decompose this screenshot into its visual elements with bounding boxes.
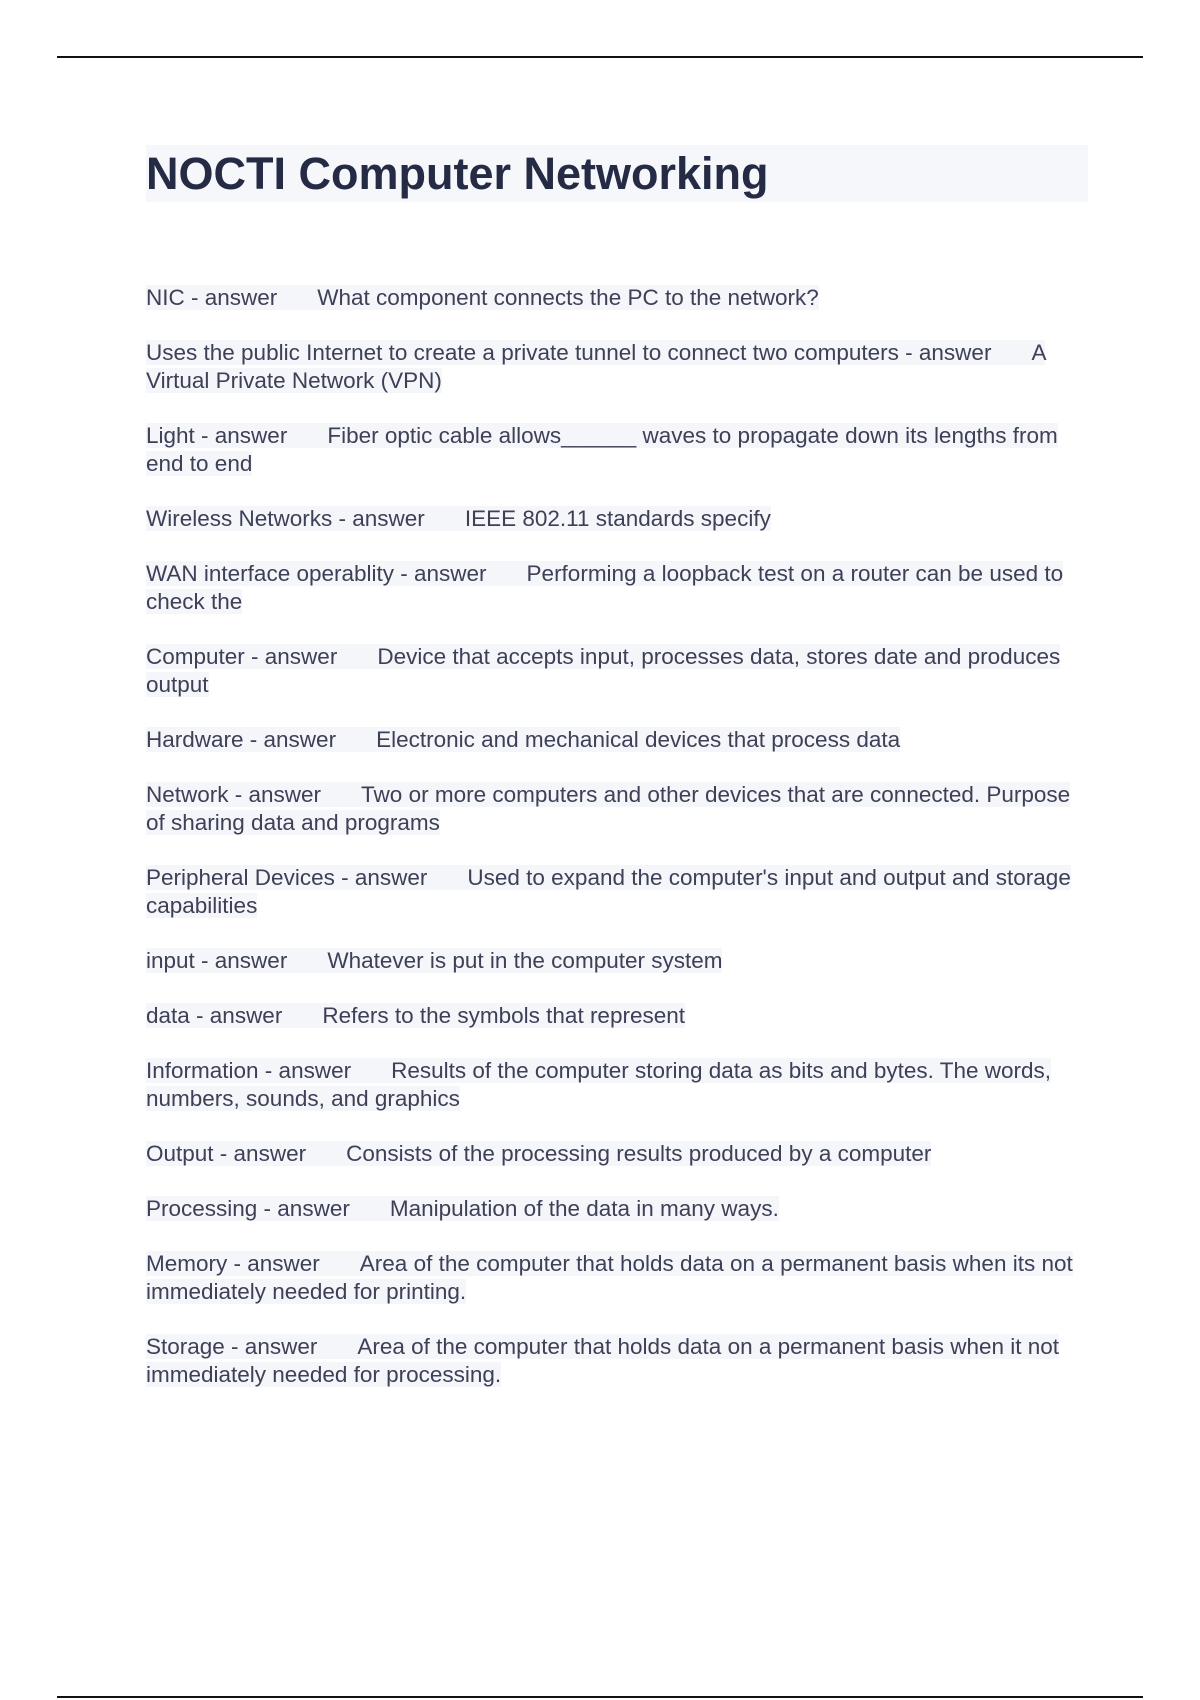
qa-entry: [146, 947, 1088, 975]
footer-rule: [57, 1696, 1143, 1698]
qa-entry: [146, 643, 1088, 699]
qa-definition: Whatever is put in the computer system: [327, 948, 723, 973]
qa-definition: Area of the computer that holds data on a permanent basis when its not immediately needed for printing.: [146, 1251, 1073, 1304]
qa-definition: Device that accepts input, processes data, stores date and produces output: [146, 644, 1061, 697]
qa-term: data - answer: [146, 1003, 283, 1028]
qa-term: Peripheral Devices - answer: [146, 865, 428, 890]
qa-entry: [146, 1250, 1088, 1306]
qa-list: [146, 284, 1088, 1416]
qa-entry: [146, 1140, 1088, 1168]
qa-entry: [146, 864, 1088, 920]
qa-term: NIC - answer: [146, 285, 278, 310]
qa-term: Output - answer: [146, 1141, 307, 1166]
qa-term: input - answer: [146, 948, 288, 973]
qa-entry: [146, 726, 1088, 754]
qa-definition: Fiber optic cable allows______ waves to propagate down its lengths from end to end: [146, 423, 1058, 476]
qa-entry: [146, 781, 1088, 837]
qa-definition: Performing a loopback test on a router can be used to check the: [146, 561, 1064, 614]
qa-entry: [146, 1002, 1088, 1030]
qa-definition: IEEE 802.11 standards specify: [464, 506, 771, 531]
qa-entry: [146, 1333, 1088, 1389]
document-title: NOCTI Computer Networking: [146, 148, 769, 199]
qa-entry: [146, 422, 1088, 478]
qa-term: Storage - answer: [146, 1334, 318, 1359]
qa-entry: [146, 1057, 1088, 1113]
qa-term: WAN interface operablity - answer: [146, 561, 487, 586]
qa-term: Uses the public Internet to create a private tunnel to connect two computers - answer: [146, 340, 992, 365]
qa-term: Processing - answer: [146, 1196, 350, 1221]
qa-definition: Two or more computers and other devices that are connected. Purpose of sharing data and programs: [146, 782, 1071, 835]
qa-term: Light - answer: [146, 423, 288, 448]
qa-term: Network - answer: [146, 782, 322, 807]
qa-definition: Refers to the symbols that represent: [322, 1003, 685, 1028]
qa-term: Information - answer: [146, 1058, 352, 1083]
qa-term: Hardware - answer: [146, 727, 337, 752]
qa-definition: A Virtual Private Network (VPN): [146, 340, 1046, 393]
qa-entry: [146, 339, 1088, 395]
qa-definition: Consists of the processing results produced by a computer: [346, 1141, 932, 1166]
qa-term: Computer - answer: [146, 644, 338, 669]
qa-term: Memory - answer: [146, 1251, 320, 1276]
qa-definition: Used to expand the computer's input and output and storage capabilities: [146, 865, 1071, 918]
qa-entry: [146, 560, 1088, 616]
qa-definition: Electronic and mechanical devices that process data: [376, 727, 901, 752]
qa-definition: What component connects the PC to the network?: [317, 285, 819, 310]
qa-entry: [146, 284, 1088, 312]
qa-entry: [146, 1195, 1088, 1223]
qa-definition: Manipulation of the data in many ways.: [389, 1196, 779, 1221]
qa-term: Wireless Networks - answer: [146, 506, 425, 531]
header-rule: [57, 56, 1143, 58]
qa-entry: [146, 505, 1088, 533]
qa-definition: Area of the computer that holds data on a permanent basis when it not immediately needed for processing.: [146, 1334, 1060, 1387]
qa-definition: Results of the computer storing data as bits and bytes. The words, numbers, sounds, and graphics: [146, 1058, 1052, 1111]
